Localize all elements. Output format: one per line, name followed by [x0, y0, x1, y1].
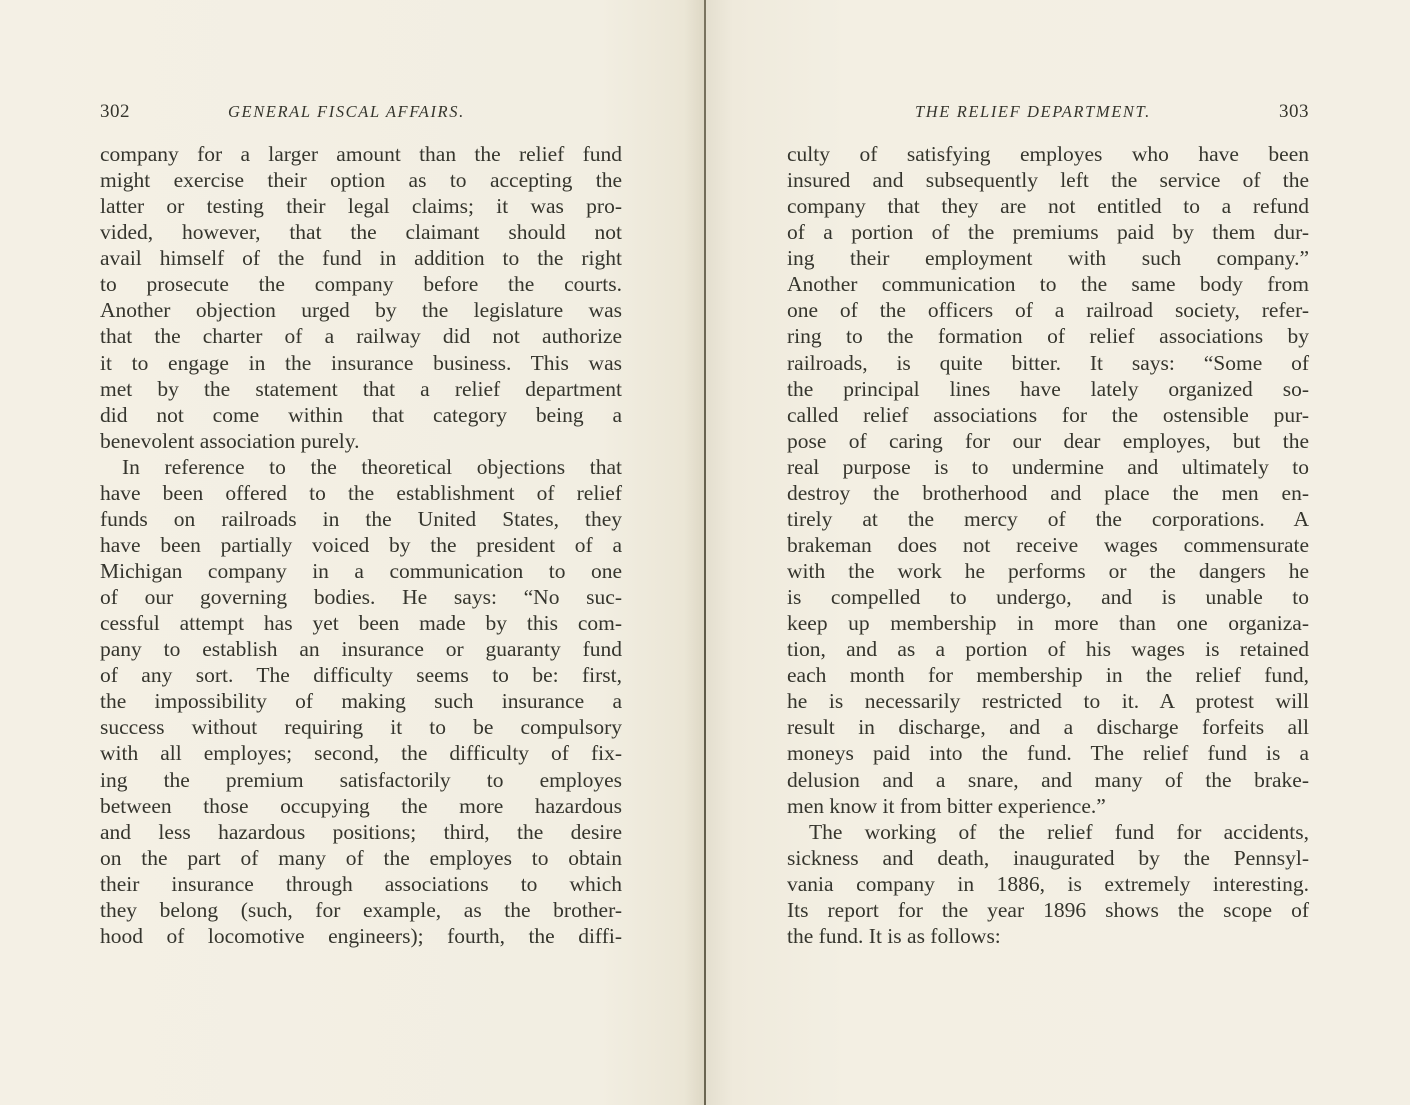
left-body-text — [100, 141, 622, 949]
page-number: 302 — [100, 101, 130, 122]
text-line: culty of satisfying employes who have been — [787, 142, 1309, 166]
text-line: to prosecute the company before the courts. — [100, 272, 622, 297]
text-line: moneys paid into the fund. The relief fund is a — [787, 741, 1309, 766]
text-line: called relief associations for the ostensible pur- — [787, 402, 1309, 427]
text-line: sickness and death, inaugurated by the Pennsyl- — [787, 845, 1309, 870]
text-line: pose of caring for our dear employes, but the — [787, 428, 1309, 453]
text-line: vided, however, that the claimant should not — [100, 220, 622, 245]
running-head-title: THE RELIEF DEPARTMENT. — [915, 102, 1151, 121]
text-line: ring to the formation of relief associations by — [787, 324, 1309, 349]
text-line: one of the officers of a railroad society, refer- — [787, 298, 1309, 323]
text-line: avail himself of the fund in addition to the right — [100, 246, 622, 271]
text-line: their insurance through associations to which — [100, 871, 622, 896]
text-line: is compelled to undergo, and is unable to — [787, 585, 1309, 610]
text-line: have been partially voiced by the president of a — [100, 532, 622, 557]
text-line: met by the statement that a relief department — [100, 376, 622, 401]
text-line: each month for membership in the relief fund, — [787, 663, 1309, 688]
text-line: delusion and a snare, and many of the brake- — [787, 767, 1309, 792]
text-line: have been offered to the establishment of relief — [100, 480, 622, 505]
left-running-head — [100, 100, 620, 124]
right-running-head — [787, 100, 1309, 124]
text-line: pany to establish an insurance or guaranty fund — [100, 637, 622, 662]
text-line: they belong (such, for example, as the brother- — [100, 897, 622, 922]
text-line: brakeman does not receive wages commensurate — [787, 532, 1309, 557]
text-line: latter or testing their legal claims; it was pro- — [100, 194, 622, 219]
text-line: company that they are not entitled to a refund — [787, 194, 1309, 219]
text-line: result in discharge, and a discharge forfeits all — [787, 715, 1309, 740]
text-line: the principal lines have lately organized so- — [787, 376, 1309, 401]
text-line: it to engage in the insurance business. This was — [100, 350, 622, 375]
text-line: of any sort. The difficulty seems to be: first, — [100, 663, 622, 688]
paragraph-end-line: the fund. It is as follows: — [787, 923, 1001, 948]
text-line: hood of locomotive engineers); fourth, the diffi- — [100, 923, 622, 948]
text-line: Its report for the year 1896 shows the scope of — [787, 897, 1309, 922]
text-line: funds on railroads in the United States, they — [100, 506, 622, 531]
paragraph-end-line: benevolent association purely. — [100, 428, 360, 453]
running-head-title: GENERAL FISCAL AFFAIRS. — [228, 102, 465, 121]
text-line: Another communication to the same body from — [787, 272, 1309, 297]
text-line: cessful attempt has yet been made by this com- — [100, 611, 622, 636]
text-line: Michigan company in a communication to one — [100, 559, 622, 583]
book-gutter — [704, 0, 706, 1105]
text-line: vania company in 1886, is extremely interesting. — [787, 871, 1309, 896]
text-line: tion, and as a portion of his wages is retained — [787, 637, 1309, 662]
text-line: on the part of many of the employes to obtain — [100, 845, 622, 870]
text-line: might exercise their option as to accepting the — [100, 168, 622, 193]
text-line: of a portion of the premiums paid by them dur- — [787, 220, 1309, 245]
text-line: ing the premium satisfactorily to employes — [100, 767, 622, 792]
text-line: he is necessarily restricted to it. A protest will — [787, 689, 1309, 714]
text-line: insured and subsequently left the service of the — [787, 168, 1309, 193]
text-line: and less hazardous positions; third, the desire — [100, 819, 622, 844]
page-number: 303 — [1279, 101, 1309, 122]
paragraph-end-line: men know it from bitter experience.” — [787, 793, 1106, 818]
text-line: company for a larger amount than the relief fund — [100, 142, 622, 166]
text-line: railroads, is quite bitter. It says: “Some of — [787, 350, 1309, 375]
right-body-text — [787, 141, 1309, 949]
paragraph-start-line: In reference to the theoretical objections that — [122, 454, 622, 479]
paragraph-start-line: The working of the relief fund for accidents, — [809, 819, 1309, 844]
text-line: the impossibility of making such insurance a — [100, 689, 622, 714]
text-line: real purpose is to undermine and ultimately to — [787, 454, 1309, 479]
text-line: tirely at the mercy of the corporations. A — [787, 506, 1309, 531]
text-line: did not come within that category being a — [100, 402, 622, 427]
text-line: Another objection urged by the legislature was — [100, 298, 622, 323]
text-line: with the work he performs or the dangers he — [787, 559, 1309, 583]
text-line: with all employes; second, the difficulty of fix- — [100, 741, 622, 766]
text-line: destroy the brotherhood and place the men en- — [787, 480, 1309, 505]
text-line: that the charter of a railway did not authorize — [100, 324, 622, 349]
text-line: of our governing bodies. He says: “No suc- — [100, 585, 622, 610]
text-line: ing their employment with such company.” — [787, 246, 1309, 271]
text-line: success without requiring it to be compulsory — [100, 715, 622, 740]
text-line: between those occupying the more hazardous — [100, 793, 622, 818]
text-line: keep up membership in more than one organiza- — [787, 611, 1309, 636]
